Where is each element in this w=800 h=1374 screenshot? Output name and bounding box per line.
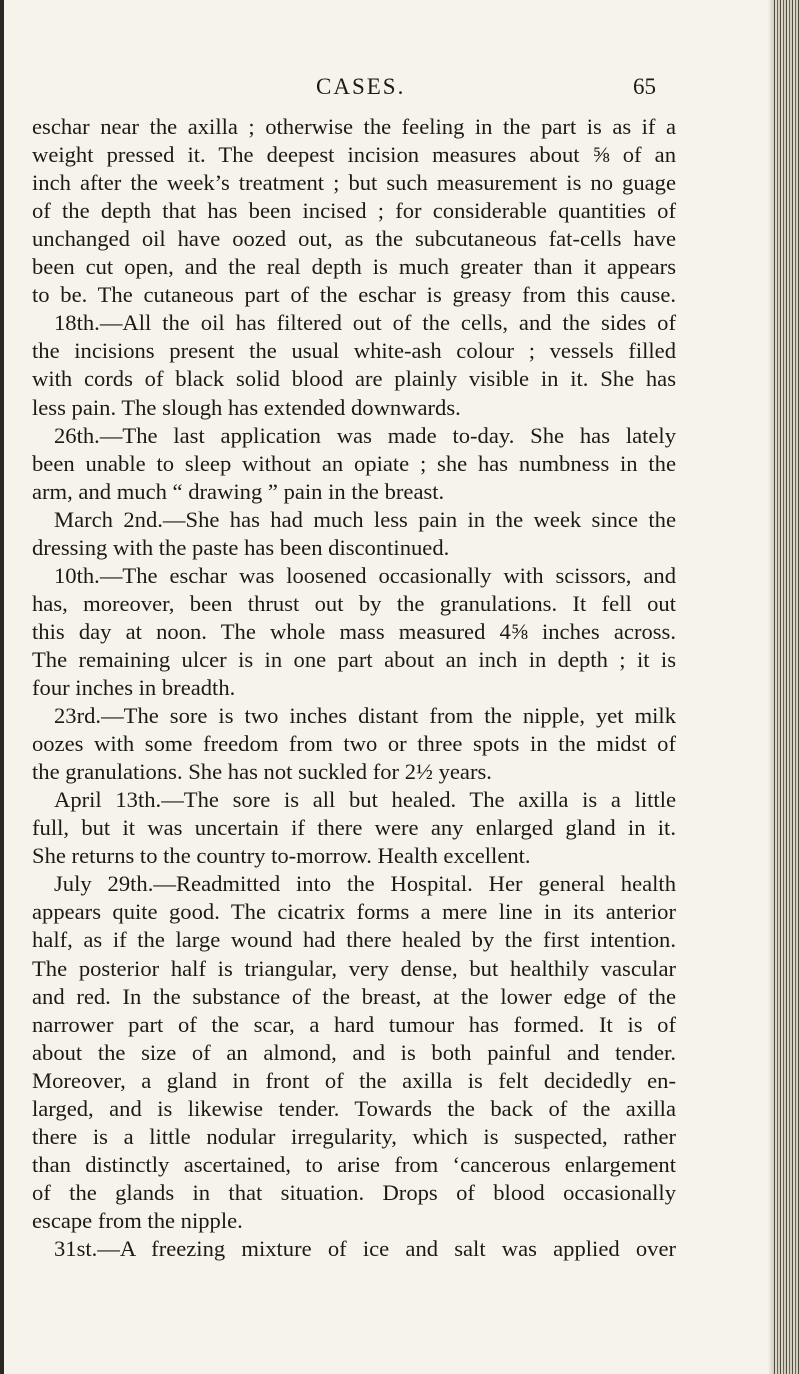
- text-line: July 29th.—Readmitted into the Hospital. Her general health: [54, 871, 676, 897]
- text-line: appears quite good. The cicatrix forms a mere line in its anterior: [32, 899, 676, 925]
- page-left-edge: [0, 0, 4, 1374]
- text-line: 31st.—A freezing mixture of ice and salt was applied over: [54, 1236, 676, 1261]
- page-binding-edge: [774, 0, 800, 1374]
- text-line: the incisions present the usual white-ash colour ; vessels filled: [32, 338, 676, 364]
- text-line: weight pressed it. The deepest incision measures about ⅝ of an: [32, 142, 676, 168]
- text-line: half, as if the large wound had there healed by the first intention.: [32, 927, 676, 953]
- text-line: unchanged oil have oozed out, as the subcutaneous fat-cells have: [32, 226, 676, 252]
- running-header: [0, 74, 800, 104]
- header-title: CASES.: [316, 74, 406, 99]
- text-line: full, but it was uncertain if there were any enlarged gland in it.: [32, 815, 676, 841]
- text-line: of the depth that has been incised ; for considerable quantities of: [32, 198, 676, 224]
- text-line: to be. The cutaneous part of the eschar is greasy from this cause.: [32, 282, 676, 308]
- text-line: has, moreover, been thrust out by the granulations. It fell out: [32, 590, 676, 616]
- text-line: of the glands in that situation. Drops of blood occasionally: [32, 1179, 676, 1205]
- text-line: larged, and is likewise tender. Towards the back of the axilla: [32, 1095, 676, 1121]
- text-line: oozes with some freedom from two or three spots in the midst of: [32, 731, 676, 757]
- text-line: arm, and much “ drawing ” pain in the breast.: [32, 478, 445, 504]
- text-line: narrower part of the scar, a hard tumour has formed. It is of: [32, 1011, 676, 1037]
- text-line: The remaining ulcer is in one part about an inch in depth ; it is: [32, 646, 676, 672]
- text-line: Moreover, a gland in front of the axilla is felt decidedly en-: [32, 1067, 676, 1093]
- text-line: there is a little nodular irregularity, which is suspected, rather: [32, 1123, 676, 1149]
- text-line: 10th.—The eschar was loosened occasionally with scissors, and: [54, 562, 676, 588]
- text-line: April 13th.—The sore is all but healed. The axilla is a little: [54, 787, 676, 813]
- page-number: 65: [633, 74, 656, 99]
- text-line: been unable to sleep without an opiate ; she has numbness in the: [32, 450, 676, 476]
- text-line: 18th.—All the oil has filtered out of the cells, and the sides of: [54, 310, 676, 336]
- text-line: inch after the week’s treatment ; but such measurement is no guage: [32, 170, 676, 196]
- text-line: less pain. The slough has extended downwards.: [32, 394, 461, 420]
- text-line: escape from the nipple.: [32, 1207, 243, 1233]
- text-line: and red. In the substance of the breast, at the lower edge of the: [32, 983, 676, 1009]
- text-line: been cut open, and the real depth is much greater than it appears: [32, 254, 676, 280]
- text-line: this day at noon. The whole mass measured 4⅝ inches across.: [32, 618, 676, 644]
- text-line: eschar near the axilla ; otherwise the feeling in the part is as if a: [32, 114, 676, 139]
- text-line: four inches in breadth.: [32, 675, 236, 700]
- text-line: the granulations. She has not suckled for 2½ years.: [32, 759, 492, 785]
- text-line: The posterior half is triangular, very dense, but healthily vascular: [32, 955, 676, 981]
- text-line: dressing with the paste has been discontinued.: [32, 534, 450, 560]
- text-line: 26th.—The last application was made to-day. She has lately: [54, 422, 676, 448]
- text-line: about the size of an almond, and is both painful and tender.: [32, 1039, 676, 1065]
- text-line: March 2nd.—She has had much less pain in the week since the: [54, 506, 676, 532]
- text-line: 23rd.—The sore is two inches distant from the nipple, yet milk: [54, 703, 676, 729]
- text-line: She returns to the country to-morrow. Health excellent.: [32, 843, 531, 869]
- text-line: than distinctly ascertained, to arise from ‘cancerous enlargement: [32, 1151, 676, 1177]
- text-line: with cords of black solid blood are plainly visible in it. She has: [32, 366, 676, 392]
